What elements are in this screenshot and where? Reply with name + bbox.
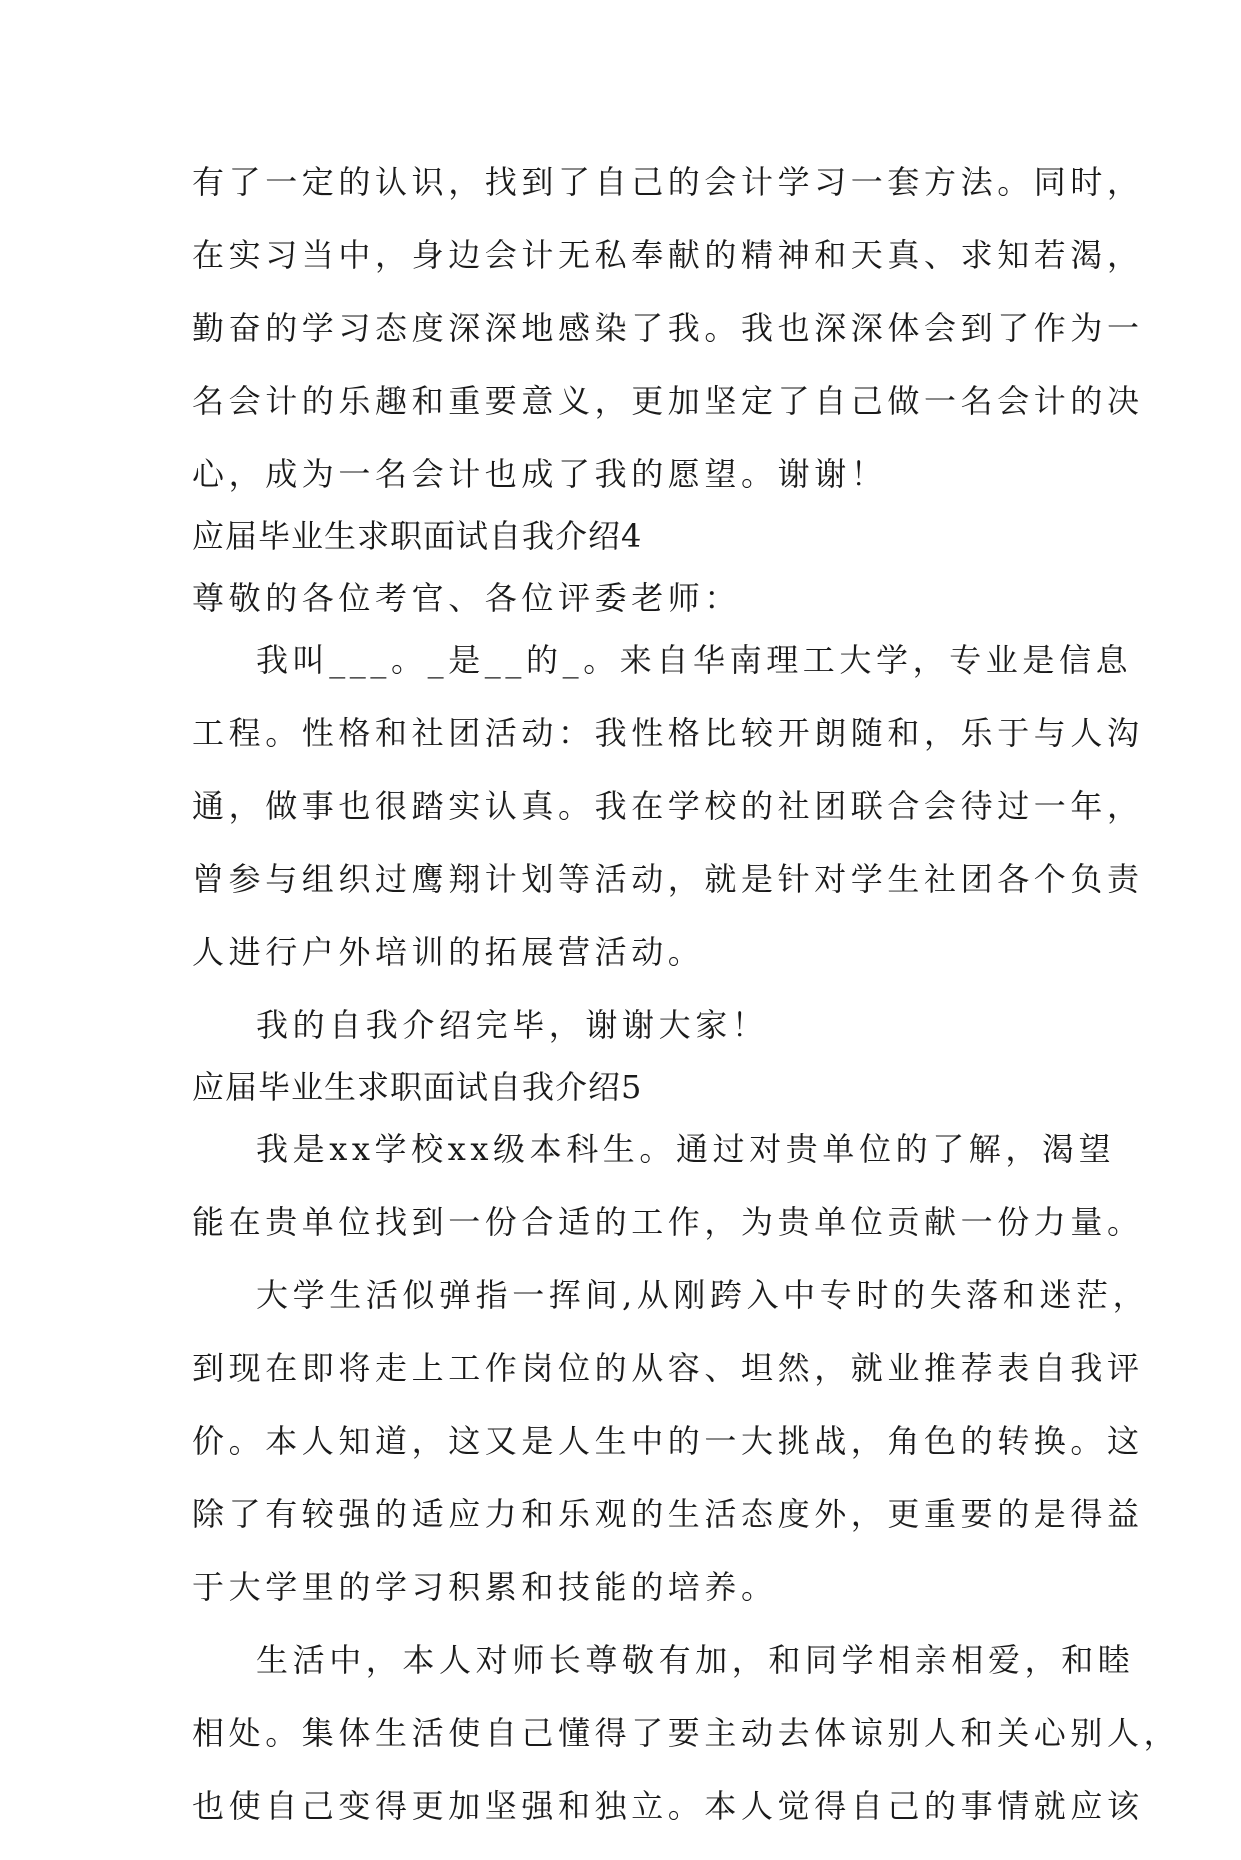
text-line: 于大学里的学习积累和技能的培养。 [192, 1568, 778, 1606]
text-line: 除了有较强的适应力和乐观的生活态度外，更重要的是得益 [192, 1495, 1144, 1533]
text-line: 有了一定的认识，找到了自己的会计学习一套方法。同时， [192, 163, 1144, 201]
text-line: 工程。性格和社团活动：我性格比较开朗随和，乐于与人沟 [192, 714, 1144, 752]
paragraph-start: 大学生活似弹指一挥间,从刚跨入中专时的失落和迷茫， [256, 1276, 1150, 1314]
paragraph-start: 我的自我介绍完毕，谢谢大家！ [256, 1006, 769, 1044]
text-line: 通，做事也很踏实认真。我在学校的社团联合会待过一年， [192, 787, 1144, 825]
text-line: 勤奋的学习态度深深地感染了我。我也深深体会到了作为一 [192, 309, 1144, 347]
paragraph-start: 我是xx学校xx级本科生。通过对贵单位的了解，渴望 [256, 1130, 1116, 1168]
text-line: 能在贵单位找到一份合适的工作，为贵单位贡献一份力量。 [192, 1203, 1144, 1241]
text-line: 价。本人知道，这又是人生中的一大挑战，角色的转换。这 [192, 1422, 1144, 1460]
text-line: 曾参与组织过鹰翔计划等活动，就是针对学生社团各个负责 [192, 860, 1144, 898]
salutation: 尊敬的各位考官、各位评委老师： [192, 579, 742, 617]
text-line: 相处。集体生活使自己懂得了要主动去体谅别人和关心别人， [192, 1714, 1181, 1752]
text-line: 在实习当中，身边会计无私奉献的精神和天真、求知若渴， [192, 236, 1144, 274]
section-heading: 应届毕业生求职面试自我介绍5 [192, 1068, 643, 1106]
paragraph-start: 我叫___。_是__的_。来自华南理工大学，专业是信息 [256, 641, 1133, 679]
text-line: 心，成为一名会计也成了我的愿望。谢谢！ [192, 455, 888, 493]
section-heading: 应届毕业生求职面试自我介绍4 [192, 517, 643, 555]
paragraph-start: 生活中，本人对师长尊敬有加，和同学相亲相爱，和睦 [256, 1641, 1135, 1679]
text-line: 也使自己变得更加坚强和独立。本人觉得自己的事情就应该 [192, 1787, 1144, 1825]
text-line: 人进行户外培训的拓展营活动。 [192, 933, 705, 971]
text-line: 到现在即将走上工作岗位的从容、坦然，就业推荐表自我评 [192, 1349, 1144, 1387]
text-line: 名会计的乐趣和重要意义，更加坚定了自己做一名会计的决 [192, 382, 1144, 420]
document-body [192, 163, 1181, 1860]
